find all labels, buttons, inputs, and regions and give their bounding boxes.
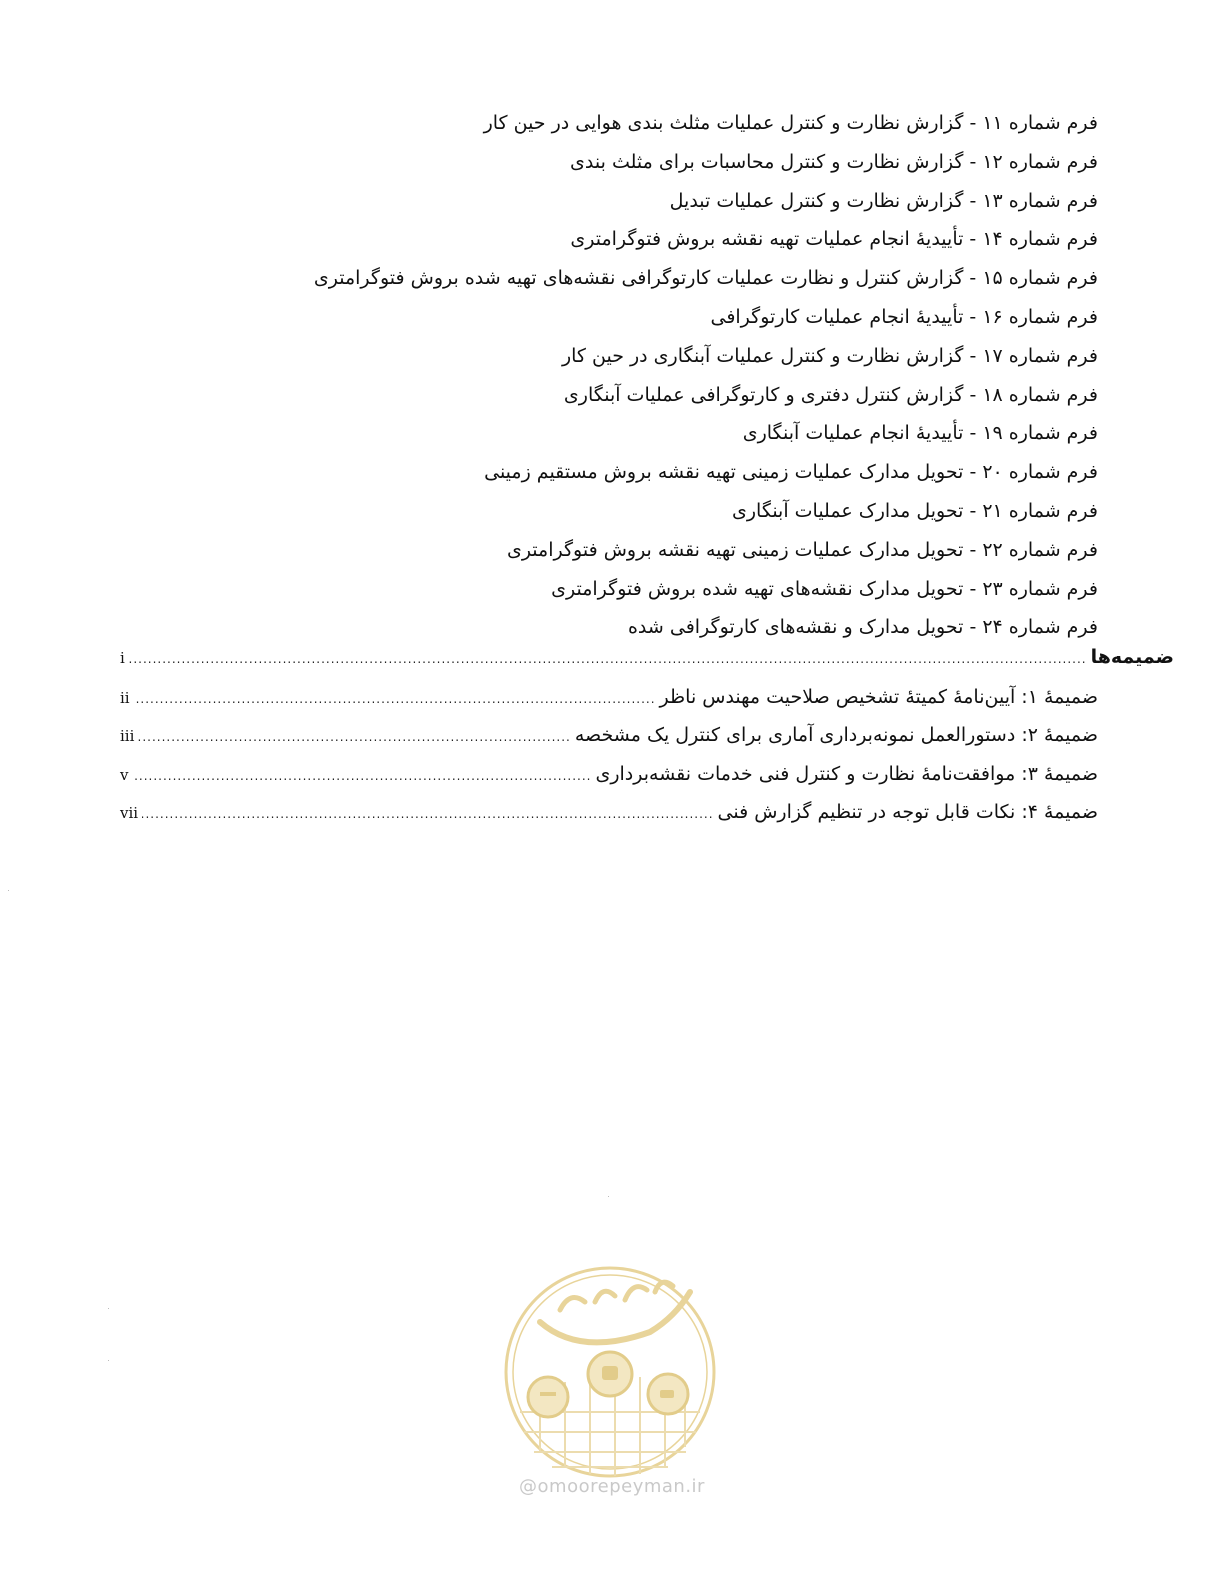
watermark-site [0,1476,1224,1497]
appendices-heading-label: ضمیمه‌ها [1090,646,1174,668]
form-entry: فرم شماره ۲۲ - تحویل مدارک عملیات زمینی تهیه نقشه بروش فتوگرامتری [506,538,1098,561]
scan-speck [8,890,9,891]
appendix-label: ضمیمهٔ ۳: موافقت‌نامهٔ نظارت و کنترل فنی خدمات نقشه‌برداری [595,763,1098,785]
scan-speck [108,1308,109,1309]
form-entry: فرم شماره ۲۰ - تحویل مدارک عملیات زمینی تهیه نقشه بروش مستقیم زمینی [484,461,1098,484]
dot-leader [134,692,656,706]
dot-leader [138,730,570,744]
page-number: iii [120,727,135,745]
form-entry: فرم شماره ۱۲ - گزارش نظارت و کنترل محاسبات برای مثلث بندی [570,150,1098,173]
form-entry: فرم شماره ۲۳ - تحویل مدارک نقشه‌های تهیه شده بروش فتوگرامتری [551,577,1098,600]
page-number: i [120,649,125,667]
form-entry: فرم شماره ۲۱ - تحویل مدارک عملیات آبنگاری [731,499,1098,522]
dot-leader [129,652,1087,666]
form-entry: فرم شماره ۱۳ - گزارش نظارت و کنترل عملیات تبدیل [669,189,1098,212]
page-number: ii [120,689,130,707]
form-entry: فرم شماره ۱۱ - گزارش نظارت و کنترل عملیات مثلث بندی هوایی در حین کار [483,112,1098,134]
form-entry: فرم شماره ۱۴ - تأییدیهٔ انجام عملیات تهیه نقشه بروش فتوگرامتری [570,228,1098,251]
dot-leader [132,769,591,783]
appendix-label: ضمیمهٔ ۴: نکات قابل توجه در تنظیم گزارش فنی [717,801,1098,823]
appendix-entry[interactable] [120,724,1098,746]
scan-speck [608,1196,609,1197]
form-entry: فرم شماره ۱۶ - تأییدیهٔ انجام عملیات کارتوگرافی [710,305,1098,328]
appendix-entry[interactable] [120,686,1098,708]
appendix-label: ضمیمهٔ ۱: آیین‌نامهٔ کمیتهٔ تشخیص صلاحیت مهندس ناظر [659,686,1098,708]
page-number: v [120,766,129,784]
at-icon: @ [519,1476,538,1497]
form-entry: فرم شماره ۱۹ - تأییدیهٔ انجام عملیات آبنگاری [742,422,1098,445]
form-entry: فرم شماره ۱۸ - گزارش کنترل دفتری و کارتوگرافی عملیات آبنگاری [563,383,1098,406]
form-entry: فرم شماره ۱۵ - گزارش کنترل و نظارت عملیات کارتوگرافی نقشه‌های تهیه شده بروش فتوگرامتری [313,267,1098,290]
appendix-label: ضمیمهٔ ۲: دستورالعمل نمونه‌برداری آماری برای کنترل یک مشخصه [574,724,1098,746]
dot-leader [142,807,713,821]
forms-list [198,104,1098,647]
scan-speck [108,1360,109,1361]
form-entry: فرم شماره ۲۴ - تحویل مدارک و نقشه‌های کارتوگرافی شده [627,616,1098,639]
appendix-entry[interactable] [120,763,1098,785]
form-entry: فرم شماره ۱۷ - گزارش نظارت و کنترل عملیات آبنگاری در حین کار [561,344,1098,367]
page-number: vii [120,804,139,822]
watermark-site-text: omoorepeyman.ir [537,1476,705,1497]
appendix-entry[interactable] [120,801,1098,823]
appendices-heading[interactable] [120,646,1174,668]
